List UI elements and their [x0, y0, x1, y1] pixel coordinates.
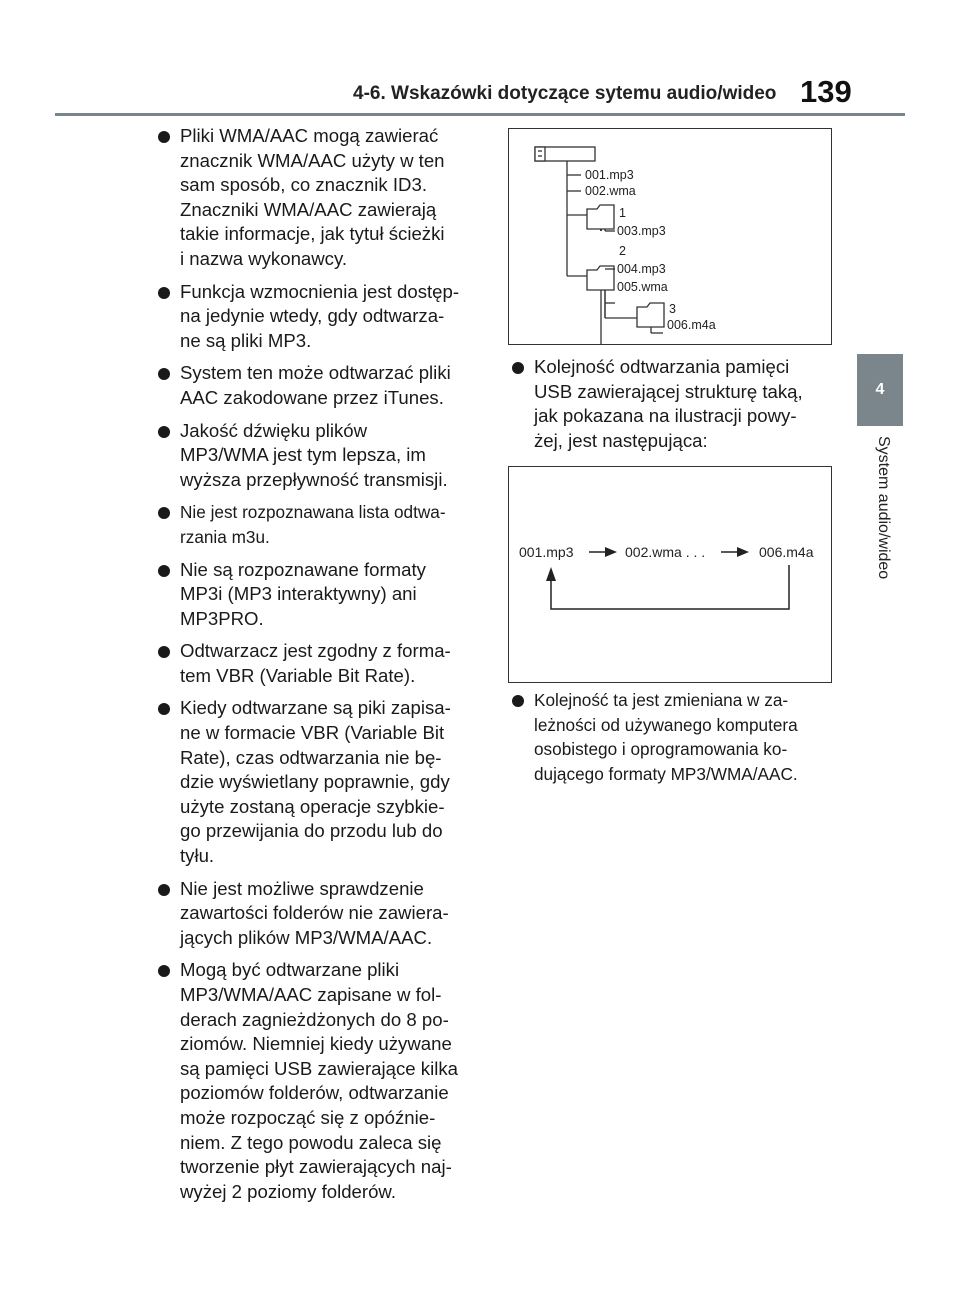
- chapter-number: 4: [875, 381, 885, 398]
- tree-folder-label: 1: [619, 206, 626, 220]
- chapter-label: System audio/wideo: [875, 436, 892, 580]
- chapter-tab: [857, 354, 903, 426]
- tree-file-label: 003.mp3: [617, 224, 666, 238]
- page-number: 139: [800, 74, 852, 109]
- playback-order-diagram: [508, 466, 832, 683]
- folder-icon: [587, 205, 614, 229]
- tree-file-label: 005.wma: [617, 280, 668, 294]
- arrow-right-icon: [737, 547, 749, 557]
- section-title: 4-6. Wskazówki dotyczące sytemu audio/wideo: [353, 83, 777, 104]
- right-column-top: [512, 355, 842, 461]
- arrow-right-icon: [605, 547, 617, 557]
- list-item: Pliki WMA/AAC mogą zawierać znacznik WMA/AAC użyty w ten sam sposób, co znacznik ID3. Znaczniki WMA/AAC zawierają takie informacje, jak tytuł ścieżki i nazwa wykonawcy.: [158, 124, 488, 272]
- right-column-bottom: [512, 688, 842, 794]
- folder-icon: [637, 303, 664, 327]
- list-item: Kolejność odtwarzania pamięci USB zawierającej strukturę taką, jak pokazana na ilustracji powy- żej, jest następująca:: [512, 355, 842, 453]
- left-column: [158, 124, 488, 1212]
- sequence-start-label: 001.mp3: [519, 544, 574, 560]
- tree-file-label: 001.mp3: [585, 168, 634, 182]
- arrow-up-icon: [546, 567, 556, 581]
- list-item: Funkcja wzmocnienia jest dostęp- na jedynie wtedy, gdy odtwarza- ne są pliki MP3.: [158, 280, 488, 354]
- folder-tree-svg: [509, 129, 831, 344]
- sequence-end-label: 006.m4a: [759, 544, 814, 560]
- tree-folder-label: 2: [619, 244, 626, 258]
- list-item: System ten może odtwarzać pliki AAC zakodowane przez iTunes.: [158, 361, 488, 410]
- list-item: Jakość dźwięku plików MP3/WMA jest tym lepsza, im wyższa przepływność transmisji.: [158, 419, 488, 493]
- usb-drive-icon: [535, 147, 595, 161]
- list-item: Mogą być odtwarzane pliki MP3/WMA/AAC zapisane w fol- derach zagnieżdżonych do 8 po- ziomów. Niemniej kiedy używane są pamięci USB zawierające kilka poziomów folderów, odtwarzanie może rozpocząć się z opóźnie- niem. Z tego powodu zaleca się tworzenie płyt zawierających naj- wyżej 2 poziomy folderów.: [158, 958, 488, 1204]
- list-item: Kiedy odtwarzane są piki zapisa- ne w formacie VBR (Variable Bit Rate), czas odtwarzania nie bę- dzie wyświetlany poprawnie, gdy użyte zostaną operacje szybkie- go przewijania do przodu lub do tyłu.: [158, 696, 488, 868]
- tree-file-label: 006.m4a: [667, 318, 716, 332]
- tree-file-label: 004.mp3: [617, 262, 666, 276]
- list-item: Odtwarzacz jest zgodny z forma- tem VBR (Variable Bit Rate).: [158, 639, 488, 688]
- sequence-middle-label: 002.wma . . .: [625, 544, 706, 560]
- tree-folder-label: 3: [669, 302, 676, 316]
- playback-order-svg: [509, 467, 831, 682]
- header-divider: [55, 113, 905, 116]
- list-item: Nie są rozpoznawane formaty MP3i (MP3 interaktywny) ani MP3PRO.: [158, 558, 488, 632]
- tree-file-label: 002.wma: [585, 184, 636, 198]
- list-item: Kolejność ta jest zmieniana w za- leżności od używanego komputera osobistego i oprogramowania ko- dującego formaty MP3/WMA/AAC.: [512, 688, 842, 786]
- list-item: Nie jest możliwe sprawdzenie zawartości folderów nie zawiera- jących plików MP3/WMA/AAC.: [158, 877, 488, 951]
- folder-tree-diagram: [508, 128, 832, 345]
- list-item: Nie jest rozpoznawana lista odtwa- rzania m3u.: [158, 500, 488, 549]
